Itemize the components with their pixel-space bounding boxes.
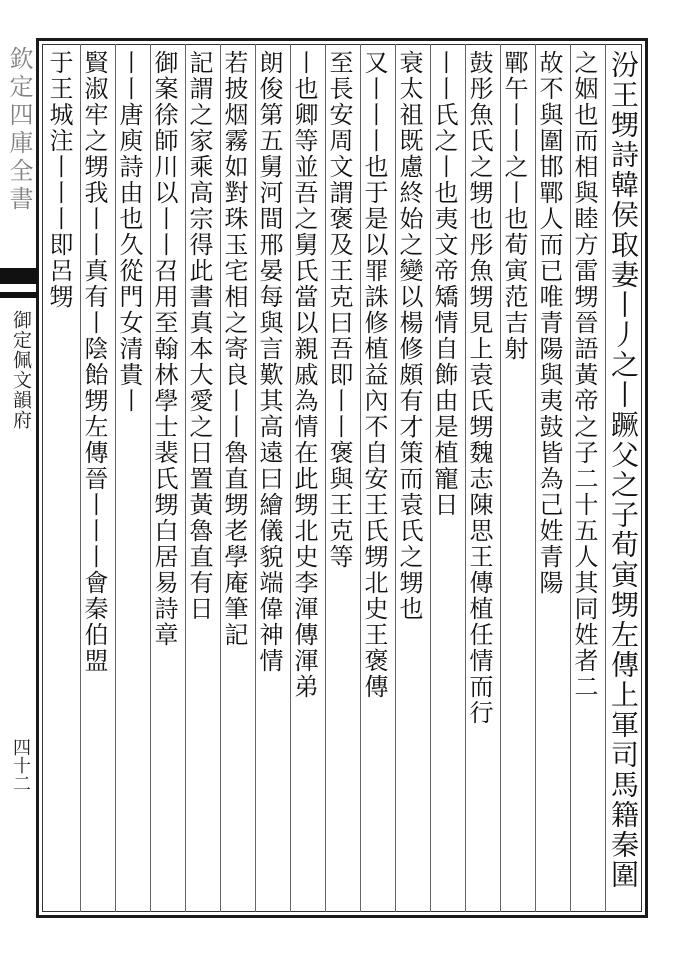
spine-black-bar	[0, 268, 38, 284]
spine-book-title: 御定佩文韻府	[10, 310, 32, 430]
text-column-6: 丨丨氏之丨也夷文帝矯情自飾由是植寵日	[430, 50, 458, 518]
text-column-10: 丨也卿等並吾之舅氏當以親戚為情在此甥北史李渾傳渾弟	[290, 50, 318, 700]
text-column-3: 故不與圍邯鄲人而已唯青陽與夷鼓皆為己姓青陽	[535, 50, 563, 596]
text-column-1: 汾王甥詩韓侯取妻丨丿之丨蹶父之子荀寅甥左傳上軍司馬籍秦圍	[607, 50, 640, 890]
text-column-7: 衰太祖既慮終始之變以楊修頗有才策而袁氏之甥也	[395, 50, 423, 622]
text-column-9: 至長安周文謂褒及王克曰吾即丨丨褒與王克等	[325, 50, 353, 570]
text-column-13: 記謂之家乘高宗得此書真本大愛之日置黃魯直有日	[185, 50, 213, 622]
text-column-11: 朗俊第五舅河間邢晏每與言歎其高遠曰繪儀貌端偉神情	[255, 50, 283, 674]
book-spine	[0, 0, 40, 960]
text-column-12: 若披烟霧如對珠玉宅相之寄良丨丨魯直甥老學庵筆記	[220, 50, 248, 648]
spine-black-bar-thin	[0, 292, 38, 298]
text-column-4: 鄲午丨丨之丨也荀寅范吉射	[500, 50, 528, 362]
folio-number: 四十二	[10, 738, 31, 792]
text-column-8: 又丨丨丨也于是以罪誅修植益內不自安王氏甥北史王褒傳	[360, 50, 388, 700]
text-column-5: 鼓彤魚氏之甥也彤魚甥見上袁氏甥魏志陳思王傳植任情而行	[465, 50, 493, 726]
text-column-2: 之姻也而相與睦方雷甥晉語黃帝之子二十五人其同姓者二	[570, 50, 598, 700]
text-column-15: 丨丨唐庾詩由也久從門女清貴丨	[115, 50, 143, 414]
spine-header-text: 欽定四庫全書	[5, 46, 33, 214]
text-column-16: 賢淑牢之甥我丨丨真有丨陰飴甥左傳晉丨丨丨會秦伯盟	[80, 50, 108, 674]
text-column-14: 御案徐師川以丨丨召用至翰林學士裴氏甥白居易詩章	[150, 50, 178, 648]
text-column-17: 于王城注丨丨丨即呂甥	[45, 50, 73, 310]
